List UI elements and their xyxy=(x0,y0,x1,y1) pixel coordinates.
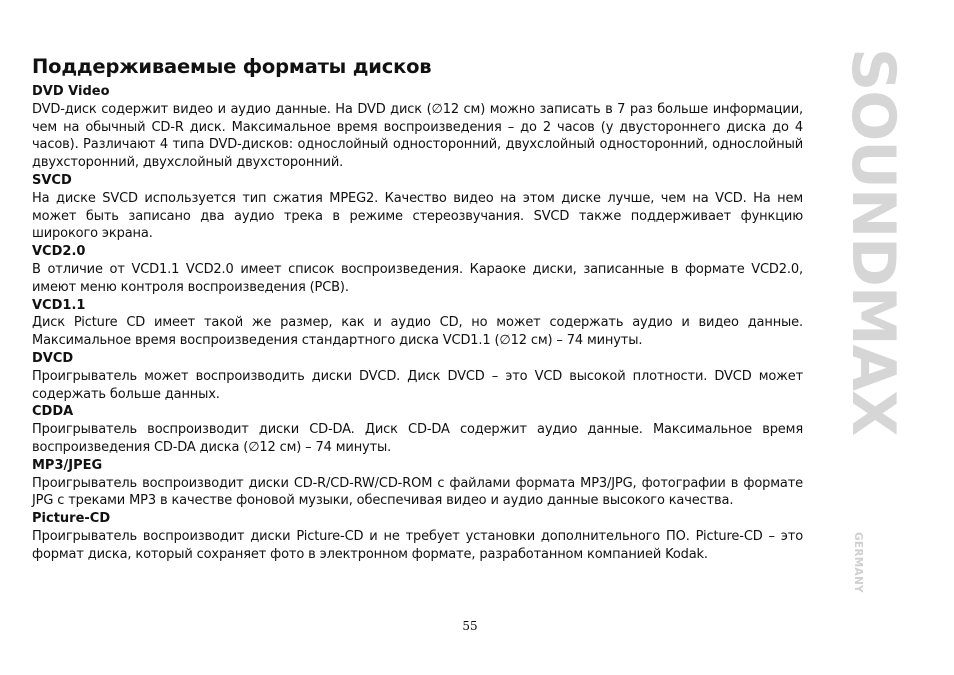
brand-name xyxy=(838,48,908,528)
page-content xyxy=(32,54,803,564)
section-body: В отличие от VCD1.1 VCD2.0 имеет список воспроизведения. Караоке диски, записанные в формате VCD2.0, имеют меню контроля воспроизведения (PCB). xyxy=(32,261,803,295)
section-body: Проигрыватель может воспроизводить диски DVCD. Диск DVCD – это VCD высокой плотности. DVCD может содержать больше данных. xyxy=(32,368,803,402)
section-picture-cd xyxy=(32,510,803,563)
page-title: Поддерживаемые форматы дисков xyxy=(32,55,432,78)
section-heading: CDDA xyxy=(32,404,74,420)
section-dvcd xyxy=(32,350,803,403)
section-vcd20 xyxy=(32,243,803,296)
brand-subtitle xyxy=(851,532,865,612)
section-heading: Picture-CD xyxy=(32,511,111,527)
section-body: Проигрыватель воспроизводит диски CD-DA. Диск CD-DA содержит аудио данные. Максимальное время воспроизведения CD-DA диска (∅12 см) – 74 минуты. xyxy=(32,422,803,455)
brand-name-text: SOUNDMAX xyxy=(838,48,908,436)
section-dvd-video xyxy=(32,83,803,172)
section-body: Проигрыватель воспроизводит диски Picture-CD и не требует установки дополнительного ПО. Picture-CD – это формат диска, который сохраняет фото в электронном формате, разработанном компанией Kodak. xyxy=(32,528,803,562)
section-body: На диске SVCD используется тип сжатия MPEG2. Качество видео на этом диске лучше, чем на VCD. На нем может быть записано два аудио трека в режиме стереозвучания. SVCD также поддерживает функцию широкого экрана. xyxy=(32,190,803,242)
section-body: Проигрыватель воспроизводит диски CD-R/CD-RW/CD-ROM с файлами формата MP3/JPG, фотографии в формате JPG с треками MP3 в качестве фоновой музыки, обеспечивая видео и аудио данные высокого качества. xyxy=(32,475,803,509)
section-heading: MP3/JPEG xyxy=(32,457,103,473)
page-number: 55 xyxy=(462,619,478,633)
section-vcd11 xyxy=(32,297,803,350)
section-heading: DVCD xyxy=(32,350,74,366)
section-cdda xyxy=(32,403,803,456)
section-heading: DVD Video xyxy=(32,84,110,99)
section-body: DVD-диск содержит видео и аудио данные. На DVD диск (∅12 см) можно записать в 7 раз больше информации, чем на обычный CD-R диск. Максимальное время воспроизведения – до 2 часов (у двустороннего диска до 4 часов). Различают 4 типа DVD-дисков: однослойный односторонний, двухслойный односторонний, однослойный двухсторонний, двухслойный двухсторонний. xyxy=(32,101,803,171)
brand-logo xyxy=(838,48,910,608)
brand-subtitle-text: GERMANY xyxy=(852,532,864,593)
section-mp3-jpeg xyxy=(32,457,803,510)
section-body: Диск Picture CD имеет такой же размер, как и аудио CD, но может содержать аудио и видео данные. Максимальное время воспроизведения стандартного диска VCD1.1 (∅12 см) – 74 минуты. xyxy=(32,315,803,349)
section-svcd xyxy=(32,172,803,243)
section-heading: VCD2.0 xyxy=(32,244,86,260)
section-heading: SVCD xyxy=(32,172,72,188)
section-heading: VCD1.1 xyxy=(32,297,86,313)
